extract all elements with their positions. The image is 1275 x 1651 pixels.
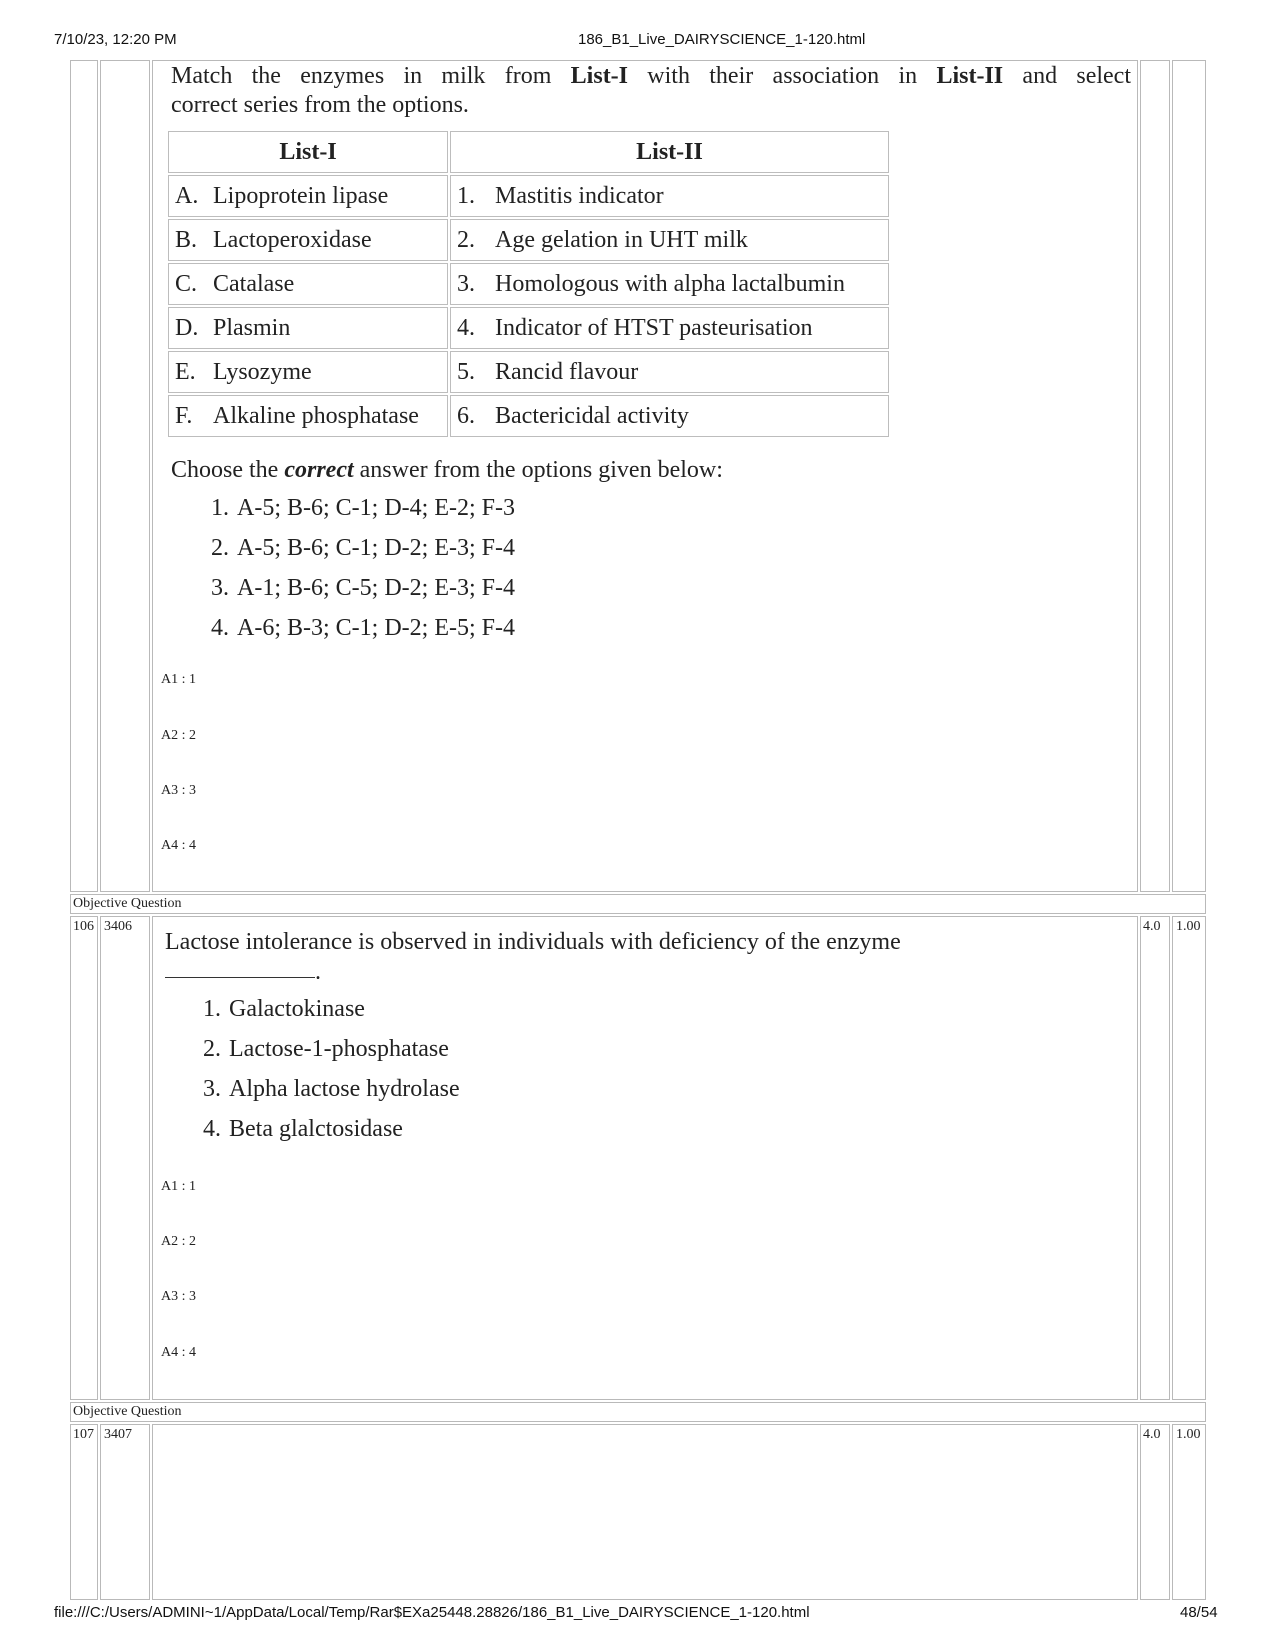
- q106-answer-4: A4 : 4: [161, 1345, 196, 1360]
- q107-sno-cell: 107: [70, 1424, 98, 1600]
- print-page-number: 48/54: [1180, 1604, 1218, 1621]
- print-file-path: file:///C:/Users/ADMINI~1/AppData/Local/Temp/Rar$EXa25448.28826/186_B1_Live_DAIRYSCIENCE_1-120.html: [54, 1604, 810, 1621]
- q105-intro-line2: correct series from the options.: [171, 92, 469, 118]
- match-table-header: [168, 131, 889, 173]
- q107-qid-cell: 3407: [100, 1424, 150, 1600]
- q106-options: [191, 989, 460, 1149]
- question-frame: [70, 60, 1206, 1600]
- q106-sno-cell: 106: [70, 916, 98, 1400]
- q105-sno-cell: [70, 60, 98, 892]
- list-item: 3. Alpha lactose hydrolase: [203, 1076, 460, 1102]
- q107-type-label: Objective Question: [70, 1402, 1206, 1422]
- q107-neg-cell: 1.00: [1172, 1424, 1206, 1600]
- q105-content-cell: [152, 60, 1138, 892]
- q106-type-label: Objective Question: [70, 894, 1206, 914]
- q105-answer-3: A3 : 3: [161, 783, 196, 798]
- q106-answer-3: A3 : 3: [161, 1289, 196, 1304]
- list-i-header: List-I: [168, 131, 448, 173]
- list-item: 4. Beta glalctosidase: [203, 1116, 403, 1142]
- list-item: 4. A-6; B-3; C-1; D-2; E-5; F-4: [211, 615, 515, 641]
- q106-neg-cell: 1.00: [1172, 916, 1206, 1400]
- q106-marks-cell: 4.0: [1140, 916, 1170, 1400]
- table-row: B. Lactoperoxidase 2. Age gelation in UHT milk: [168, 219, 889, 261]
- table-row: E. Lysozyme 5. Rancid flavour: [168, 351, 889, 393]
- q105-neg-cell: [1172, 60, 1206, 892]
- q106-question-text: Lactose intolerance is observed in individuals with deficiency of the enzyme: [165, 929, 901, 955]
- q107-content-cell: [152, 1424, 1138, 1600]
- table-row: A. Lipoprotein lipase 1. Mastitis indicator: [168, 175, 889, 217]
- table-row: D. Plasmin 4. Indicator of HTST pasteurisation: [168, 307, 889, 349]
- table-row: F. Alkaline phosphatase 6. Bactericidal activity: [168, 395, 889, 437]
- print-datetime: 7/10/23, 12:20 PM: [54, 31, 177, 48]
- print-doc-title: 186_B1_Live_DAIRYSCIENCE_1-120.html: [578, 31, 866, 48]
- q107-marks-cell: 4.0: [1140, 1424, 1170, 1600]
- list-item: 2. A-5; B-6; C-1; D-2; E-3; F-4: [211, 535, 515, 561]
- table-row: C. Catalase 3. Homologous with alpha lactalbumin: [168, 263, 889, 305]
- q105-answer-1: A1 : 1: [161, 672, 196, 687]
- q105-qid-cell: [100, 60, 150, 892]
- list-item: 3. A-1; B-6; C-5; D-2; E-3; F-4: [211, 575, 515, 601]
- list-item: 1. Galactokinase: [203, 996, 365, 1022]
- q105-marks-cell: [1140, 60, 1170, 892]
- q106-content-cell: [152, 916, 1138, 1400]
- q106-qid-cell: 3406: [100, 916, 150, 1400]
- q106-answer-1: A1 : 1: [161, 1179, 196, 1194]
- match-table: [166, 129, 891, 439]
- q105-answer-4: A4 : 4: [161, 838, 196, 853]
- q105-options: [199, 488, 515, 648]
- q105-answer-2: A2 : 2: [161, 728, 196, 743]
- list-item: 1. A-5; B-6; C-1; D-4; E-2; F-3: [211, 495, 515, 521]
- list-item: 2. Lactose-1-phosphatase: [203, 1036, 449, 1062]
- q105-intro-line1: Match the enzymes in milk from List-I with their association in List-II and select: [171, 63, 1131, 89]
- q105-choose-instruction: Choose the correct answer from the options given below:: [171, 457, 723, 483]
- q106-answer-2: A2 : 2: [161, 1234, 196, 1249]
- list-ii-header: List-II: [450, 131, 889, 173]
- q106-blank: .: [165, 957, 321, 988]
